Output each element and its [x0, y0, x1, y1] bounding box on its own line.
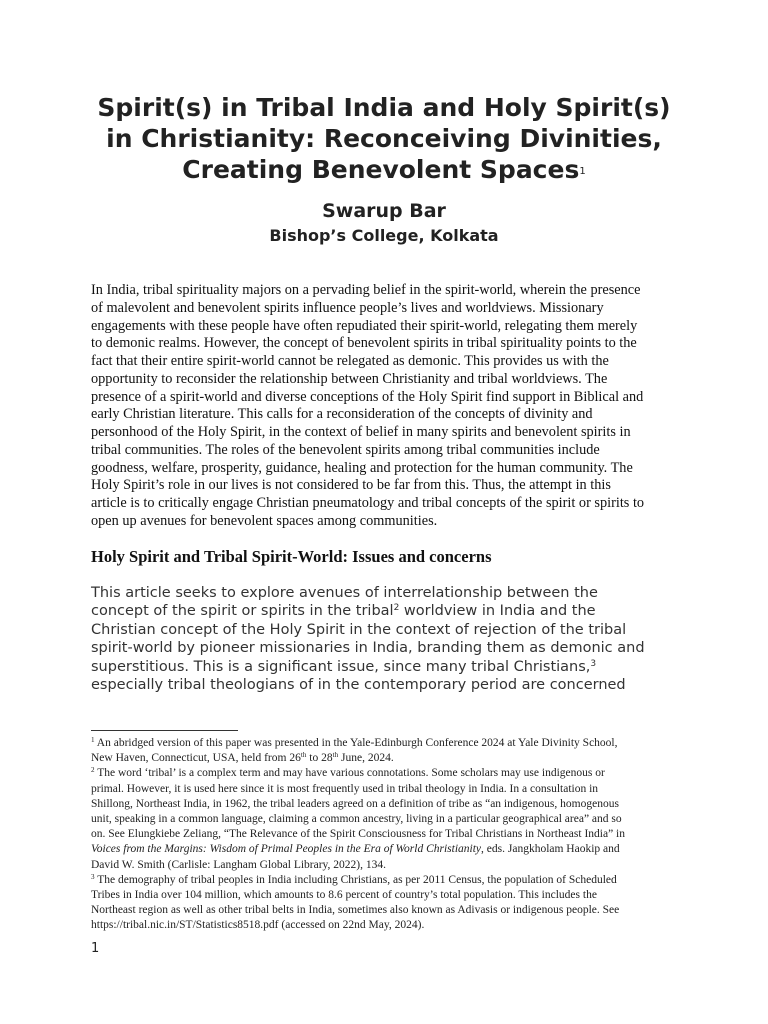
body-line — [91, 658, 691, 676]
abstract-line: In India, tribal spirituality majors on a pervading belief in the spirit-world, wherein the presence — [91, 282, 641, 298]
abstract — [91, 282, 679, 531]
footnote-text: New Haven, Connecticut, USA, held from 26 — [91, 752, 301, 765]
abstract-line: fact that their entire spirit-world cannot be relegated as demonic. This provides us with the — [91, 353, 609, 369]
footnote-divider — [91, 730, 238, 731]
footnote-ref-3[interactable]: 3 — [590, 658, 597, 669]
title-footnote-marker[interactable]: 1 — [579, 166, 586, 177]
abstract-line: Holy Spirit’s role in our lives is not considered to be far from this. Thus, the attempt in this — [91, 477, 611, 494]
footnotes — [91, 736, 681, 934]
footnote-line: on. See Elungkiebe Zeliang, “The Relevance of the Spirit Consciousness for Tribal Christians in Northeast India” in — [91, 828, 626, 841]
footnote-number: 1 — [91, 736, 95, 745]
footnote-text: June, 2024. — [338, 752, 394, 765]
footnote-line: Northeast region as well as other tribal belts in India, sometimes also known as Adivasis or indigenous people. See — [91, 904, 620, 917]
footnote-2 — [91, 766, 681, 872]
footnote-text: The demography of tribal peoples in India including Christians, as per 2011 Census, the population of Scheduled — [94, 873, 617, 886]
body-text: worldview in India and the — [399, 603, 596, 620]
title-line-text: Creating Benevolent Spaces — [182, 155, 580, 184]
body-text: concept of the spirit or spirits in the tribal — [91, 603, 394, 620]
abstract-line: engagements with these people have often repudiated their spirit-world, relegating them merely — [91, 317, 638, 334]
footnote-1 — [91, 736, 681, 766]
footnote-text: An abridged version of this paper was presented in the Yale-Edinburgh Conference 2024 at Yale Divinity School, — [94, 737, 618, 749]
body-line: spirit-world by pioneer missionaries in India, branding them as demonic and — [91, 640, 645, 657]
abstract-line: presence of a spirit-world and diverse conceptions of the Holy Spirit find support in Biblical and — [91, 388, 644, 405]
footnote-line: https://tribal.nic.in/ST/Statistics8518.pdf (accessed on 22nd May, 2024). — [91, 919, 425, 932]
body-line: especially tribal theologians of in the contemporary period are concerned — [91, 677, 626, 694]
footnote-ref-2[interactable]: 2 — [393, 603, 400, 614]
footnote-line — [91, 736, 681, 751]
abstract-line: of malevolent and benevolent spirits influence people’s lives and worldviews. Missionary — [91, 299, 604, 316]
footnote-text: The word ‘tribal’ is a complex term and may have various connotations. Some scholars may use indigenous or — [94, 767, 605, 780]
body-line: This article seeks to explore avenues of interrelationship between the — [91, 585, 598, 601]
page-number: 1 — [91, 941, 100, 956]
footnote-3 — [91, 873, 681, 934]
body-line: Christian concept of the Holy Spirit in the context of rejection of the tribal — [91, 621, 627, 638]
footnote-line: David W. Smith (Carlisle: Langham Global Library, 2022), 134. — [91, 858, 387, 871]
title-line: Spirit(s) in Tribal India and Holy Spirit(s) — [97, 93, 671, 122]
footnote-line: Shillong, Northeast India, in 1962, the tribal leaders agreed on a definition of tribe as “an indigenous, homogenous — [91, 797, 619, 810]
footnote-line — [91, 751, 681, 766]
section-heading: Holy Spirit and Tribal Spirit-World: Issues and concerns — [91, 547, 492, 566]
footnote-number: 3 — [91, 872, 95, 881]
footnote-text: to 28 — [306, 752, 333, 765]
abstract-line: to demonic realms. However, the concept of benevolent spirits in tribal spirituality points to the — [91, 335, 637, 352]
footnote-line — [91, 873, 681, 888]
body-line — [91, 602, 691, 620]
paper-title — [60, 92, 708, 187]
body-text: superstitious. This is a significant issue, since many tribal Christians, — [91, 658, 591, 675]
body-paragraph — [91, 584, 691, 694]
footnote-line — [91, 842, 681, 857]
abstract-line: goodness, welfare, prosperity, guidance, healing and protection for the human community. The — [91, 459, 633, 476]
footnote-line: unit, speaking in a common language, claiming a common ancestry, living in a particular geographical area” and so — [91, 813, 622, 826]
abstract-line: early Christian literature. This calls for a reconsideration of the concepts of divinity and — [91, 406, 593, 423]
book-title: Voices from the Margins: Wisdom of Primal Peoples in the Era of World Christianity — [91, 843, 482, 856]
footnote-text: , eds. Jangkholam Haokip and — [481, 843, 620, 856]
ordinal-suffix: th — [332, 751, 339, 760]
footnote-line — [91, 766, 681, 781]
author-name: Swarup Bar — [322, 200, 446, 222]
author-affiliation: Bishop’s College, Kolkata — [269, 226, 499, 245]
title-line — [60, 154, 708, 187]
abstract-line: open up avenues for benevolent spaces among communities. — [91, 512, 438, 529]
title-line: in Christianity: Reconceiving Divinities, — [106, 124, 662, 153]
footnote-line: Tribes in India over 104 million, which amounts to 8.6 percent of country’s total population. This includes the — [91, 889, 597, 902]
abstract-line: personhood of the Holy Spirit, in the context of belief in many spirits and benevolent spirits in — [91, 424, 631, 440]
abstract-line: opportunity to reconsider the relationship between Christianity and tribal worldviews. The — [91, 370, 608, 387]
ordinal-suffix: th — [300, 751, 307, 760]
footnote-number: 2 — [91, 766, 95, 775]
footnote-line: primal. However, it is used here since it is most frequently used in tribal theology in India. In a consultation in — [91, 782, 599, 795]
abstract-line: tribal communities. The roles of the benevolent spirits among tribal communities include — [91, 441, 600, 458]
abstract-line: article is to critically engage Christian pneumatology and tribal concepts of the spirit or spirits to — [91, 495, 645, 511]
